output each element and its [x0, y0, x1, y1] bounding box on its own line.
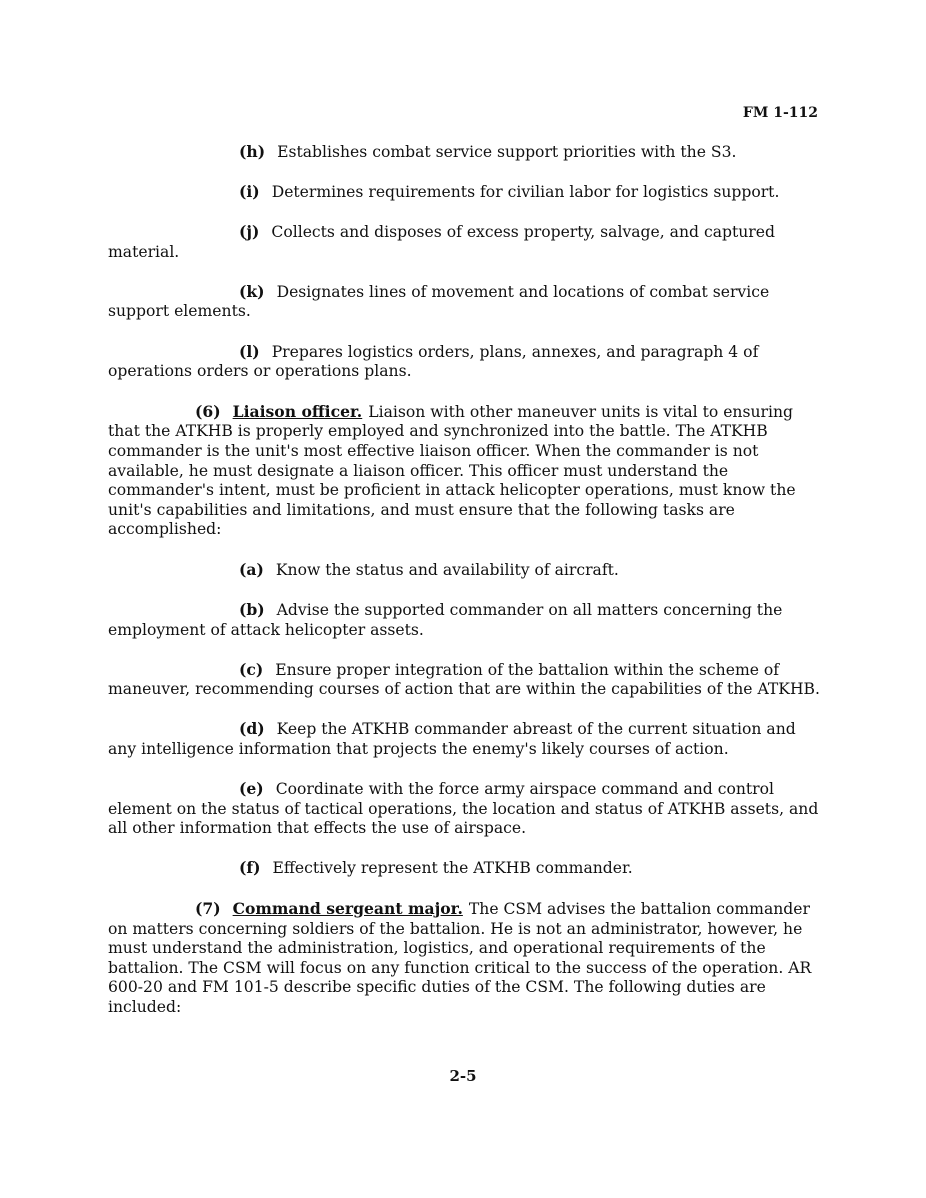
item-label: (l)	[239, 341, 260, 361]
item-label: (d)	[239, 719, 265, 739]
item-text: Effectively represent the ATKHB commander.	[272, 859, 633, 878]
item-label: (a)	[239, 559, 264, 579]
list-item-c	[108, 660, 820, 700]
list-item-a	[108, 560, 820, 581]
paragraph-number: (6)	[195, 401, 221, 421]
list-item-l	[108, 342, 820, 382]
item-text: Prepares logistics orders, plans, annexes, and paragraph 4 of operations orders or operations plans.	[108, 342, 759, 381]
item-text: Coordinate with the force army airspace command and control element on the status of tactical operations, the location and status of ATKHB assets, and all other information that effects the use of airspace.	[108, 780, 819, 838]
item-text: Establishes combat service support priorities with the S3.	[277, 143, 737, 161]
item-label: (i)	[239, 182, 260, 202]
list-item-d	[108, 719, 820, 759]
paragraph-text: The CSM advises the battalion commander on matters concerning soldiers of the battalion. He is not an administrator, however, he must understand the administration, logistics, and operational requirements of the battalion. The CSM will focus on any function critical to the success of the operation. AR 600-20 and FM 101-5 describe specific duties of the CSM. The following duties are included:	[108, 899, 812, 1016]
item-label: (b)	[239, 600, 265, 619]
list-item-b	[108, 600, 820, 640]
paragraph-liaison-officer	[108, 402, 820, 540]
item-text: Know the status and availability of aircraft.	[275, 560, 619, 579]
paragraph-title: Command sergeant major.	[232, 898, 463, 918]
item-text: Keep the ATKHB commander abreast of the current situation and any intelligence information that projects the enemy's likely courses of action.	[108, 720, 796, 758]
list-item-j	[108, 222, 820, 262]
item-text: Advise the supported commander on all matters concerning the employment of attack helicopter assets.	[108, 601, 783, 639]
list-item-i	[108, 182, 820, 203]
paragraph-title: Liaison officer.	[232, 401, 363, 421]
page-number: 2-5	[449, 1067, 477, 1085]
list-item-h	[108, 142, 820, 163]
paragraph-number: (7)	[195, 898, 221, 918]
page-body	[108, 142, 820, 1018]
document-id-header: FM 1-112	[742, 105, 818, 121]
item-label: (c)	[239, 659, 264, 679]
list-item-e	[108, 779, 820, 839]
paragraph-command-sergeant-major	[108, 899, 820, 1018]
item-label: (h)	[239, 142, 266, 161]
list-item-k	[108, 282, 820, 322]
list-item-f	[108, 858, 820, 879]
paragraph-text: Liaison with other maneuver units is vital to ensuring that the ATKHB is properly employed and synchronized into the battle. The ATKHB commander is the unit's most effective liaison officer. When the commander is not available, he must designate a liaison officer. This officer must understand the commander's intent, must be proficient in attack helicopter operations, must know the unit's capabilities and limitations, and must ensure that the following tasks are accomplished:	[108, 402, 796, 539]
item-text: Determines requirements for civilian labor for logistics support.	[271, 183, 780, 202]
item-text: Collects and disposes of excess property, salvage, and captured material.	[108, 223, 775, 261]
item-label: (e)	[239, 779, 264, 799]
item-label: (f)	[239, 858, 261, 878]
item-text: Ensure proper integration of the battalion within the scheme of maneuver, recommending courses of action that are within the capabilities of the ATKHB.	[108, 660, 820, 699]
item-label: (k)	[239, 281, 265, 301]
item-label: (j)	[239, 222, 260, 242]
item-text: Designates lines of movement and locations of combat service support elements.	[108, 282, 770, 321]
